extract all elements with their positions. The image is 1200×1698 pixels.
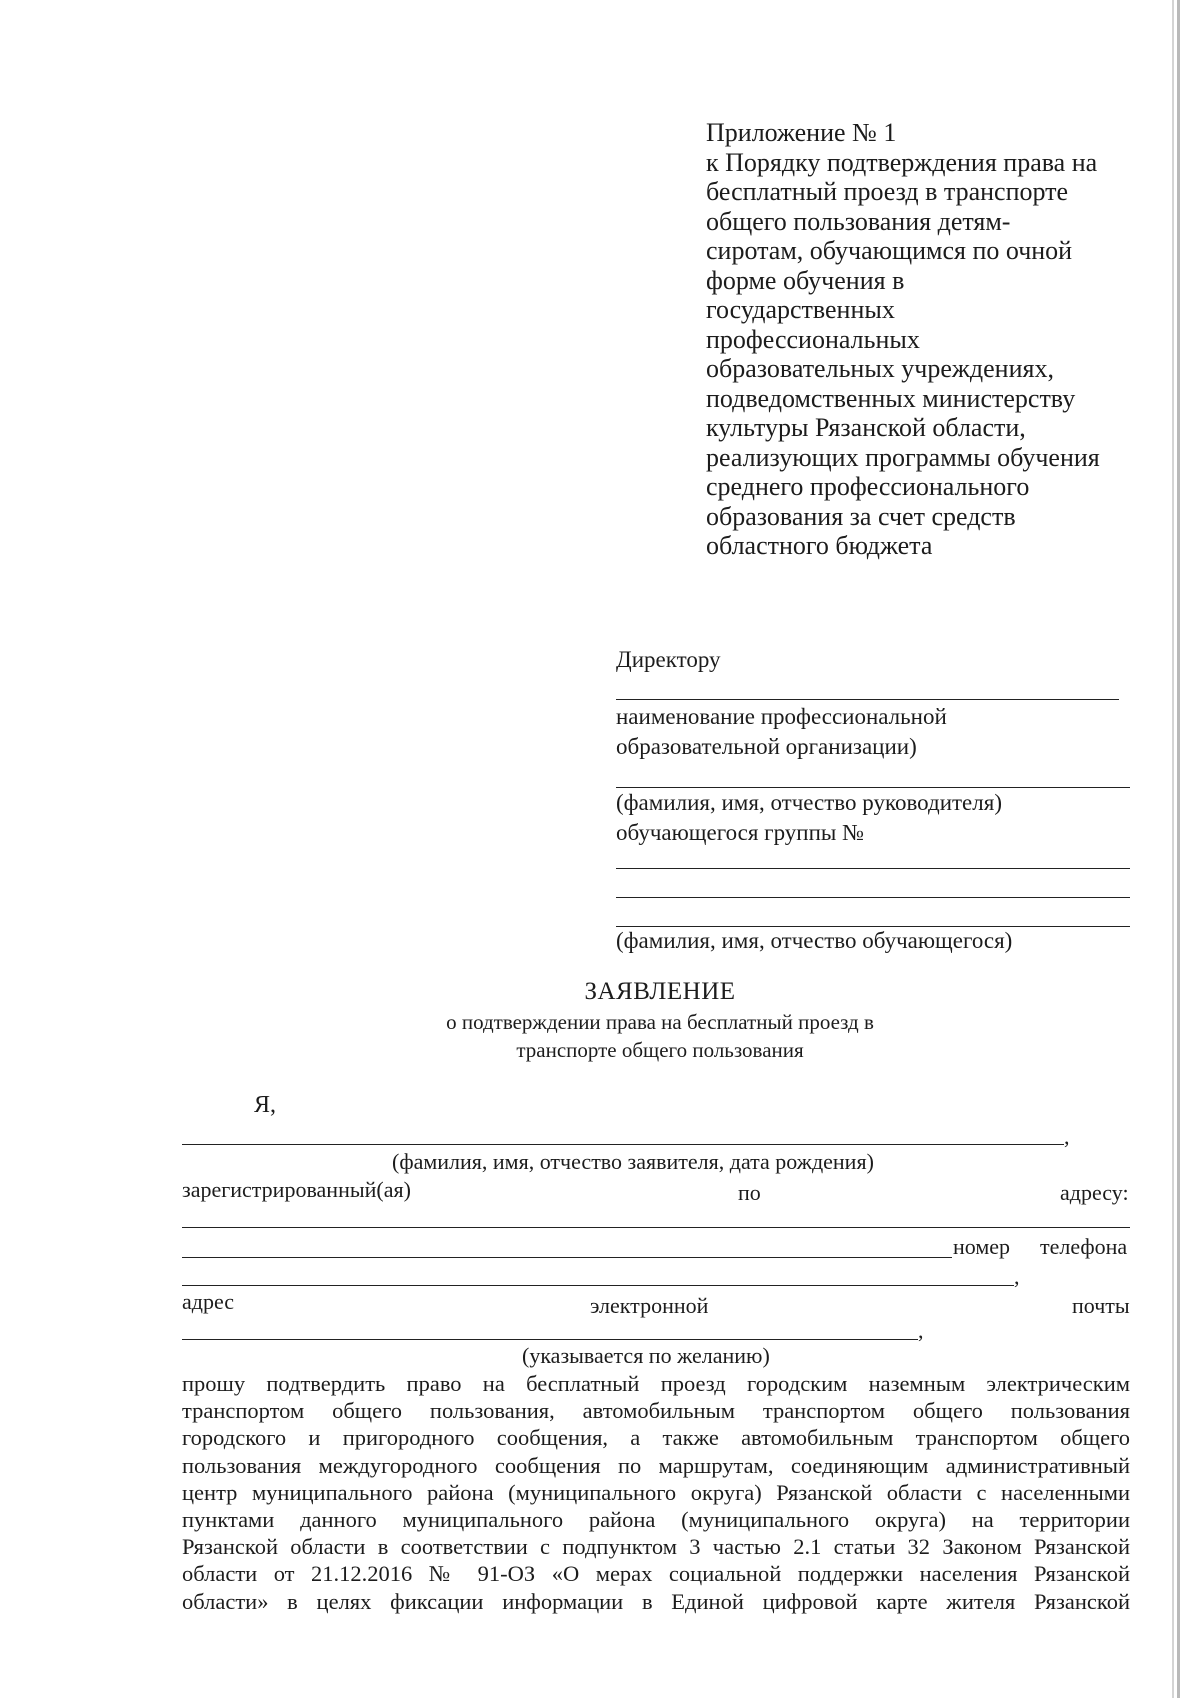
- appendix-line: бесплатный проезд в транспорте: [706, 177, 1069, 206]
- paragraph-line: области» в целях фиксации информации в Единой цифровой карте жителя Рязанской: [182, 1588, 1130, 1614]
- appendix-line: образования за счет средств: [706, 501, 1016, 531]
- appendix-line: Приложение № 1: [706, 118, 897, 147]
- email-mail-label: почты: [1072, 1293, 1130, 1318]
- address-line[interactable]: [182, 1257, 952, 1258]
- email-electronic-label: электронной: [590, 1293, 709, 1318]
- registered-label: зарегистрированный(ая): [182, 1177, 411, 1202]
- phone-line[interactable]: [182, 1285, 1014, 1286]
- appendix-line: государственных: [706, 295, 895, 324]
- applicant-caption: (фамилия, имя, отчество заявителя, дата рождения): [392, 1149, 874, 1174]
- appendix-line: сиротам, обучающимся по очной: [706, 236, 1073, 265]
- student-caption: (фамилия, имя, отчество обучающегося): [616, 928, 1013, 953]
- appendix-line: к Порядку подтверждения права на: [706, 147, 1098, 177]
- paragraph-line: Рязанской области в соответствии с подпунктом 3 частью 2.1 статьи 32 Законом Рязанской: [182, 1534, 1130, 1560]
- appendix-line: форме обучения в: [706, 265, 905, 295]
- addressee-director: Директору: [616, 647, 721, 672]
- document-subtitle: транспорте общего пользования: [516, 1038, 804, 1062]
- appendix-block: [706, 118, 1176, 561]
- appendix-line: областного бюджета: [706, 531, 933, 560]
- paragraph-line: пользования междугородного сообщения по маршрутам, соединяющим административный: [182, 1452, 1130, 1478]
- appendix-line: среднего профессионального: [706, 472, 1030, 501]
- line-comma: ,: [1064, 1124, 1070, 1149]
- group-label: обучающегося группы №: [616, 820, 865, 845]
- document-subtitle: о подтверждении права на бесплатный проезд в: [446, 1010, 874, 1034]
- paragraph-line: пунктами данного муниципального района (муниципального округа) на территории: [182, 1506, 1130, 1532]
- student-name-line[interactable]: [616, 897, 1130, 898]
- phone-label: телефона: [1040, 1234, 1128, 1259]
- appendix-line: профессиональных: [706, 324, 920, 354]
- scan-edge-line: [1177, 0, 1180, 1698]
- line-comma: ,: [918, 1318, 924, 1343]
- address-label: адресу:: [1060, 1180, 1129, 1205]
- i-label: Я,: [254, 1092, 277, 1118]
- appendix-line: образовательных учреждениях,: [706, 354, 1054, 383]
- email-address-label: адрес: [182, 1289, 235, 1314]
- paragraph-line: области от 21.12.2016 № 91-ОЗ «О мерах социальной поддержки населения Рязанской: [182, 1561, 1130, 1587]
- appendix-line: общего пользования детям-: [706, 206, 1011, 236]
- org-caption-line-1: наименование профессиональной: [616, 704, 947, 729]
- optional-caption: (указывается по желанию): [522, 1343, 770, 1368]
- appendix-line: подведомственных министерству: [706, 383, 1076, 413]
- line-comma: ,: [1014, 1264, 1020, 1289]
- org-name-line[interactable]: [616, 699, 1119, 700]
- appendix-line: культуры Рязанской области,: [706, 413, 1026, 442]
- address-line[interactable]: [182, 1227, 1130, 1228]
- by-label: по: [738, 1180, 761, 1205]
- applicant-name-line[interactable]: [182, 1144, 1064, 1145]
- paragraph-line: центр муниципального района (муниципального округа) Рязанской области с населенными: [182, 1479, 1130, 1505]
- request-paragraph: [182, 1370, 1130, 1615]
- paragraph-line: городского и пригородного сообщения, а также автомобильным транспортом общего: [182, 1425, 1130, 1451]
- email-line[interactable]: [182, 1339, 918, 1340]
- document-title: ЗАЯВЛЕНИЕ: [584, 978, 736, 1005]
- org-caption-line-2: образовательной организации): [616, 734, 917, 759]
- head-caption: (фамилия, имя, отчество руководителя): [616, 790, 1002, 815]
- paragraph-line: прошу подтвердить право на бесплатный проезд городским наземным электрическим: [182, 1371, 1130, 1396]
- group-number-line[interactable]: [616, 868, 1130, 869]
- paragraph-line: транспортом общего пользования, автомобильным транспортом общего пользования: [182, 1398, 1130, 1424]
- appendix-line: реализующих программы обучения: [706, 442, 1100, 472]
- phone-number-label: номер: [953, 1234, 1011, 1259]
